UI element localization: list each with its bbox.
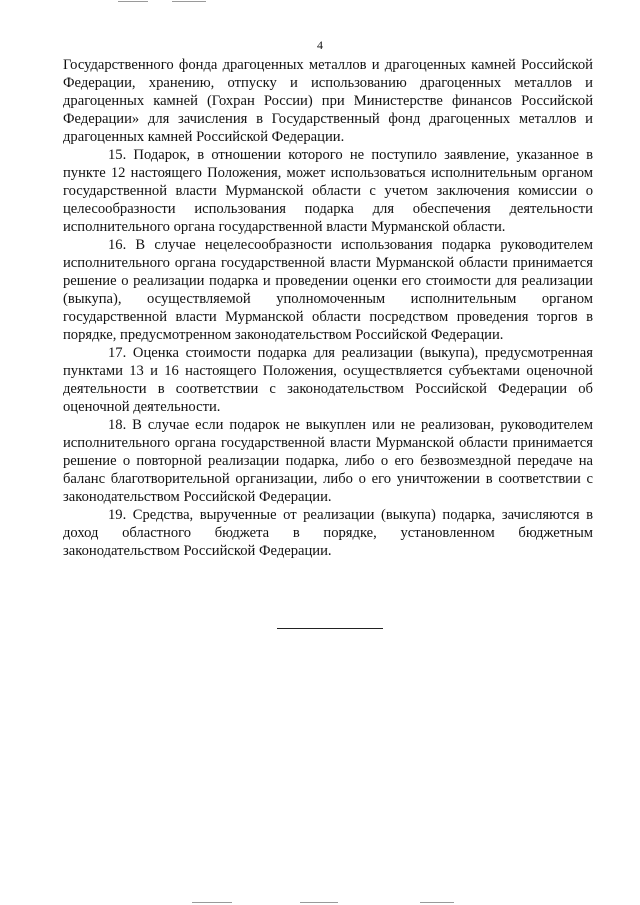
paragraph-15: 15. Подарок, в отношении которого не поступило заявление, указанное в пункте 12 настоящего Положения, может использоваться исполнительным органом государственной власти Мурманской области с учетом заключения комиссии о целесообразности использования подарка для обеспечения деятельности исполнительного органа государственной власти Мурманской области.: [63, 147, 593, 235]
paragraph-17: 17. Оценка стоимости подарка для реализации (выкупа), предусмотренная пунктами 13 и 16 настоящего Положения, осуществляется субъектами оценочной деятельности в соответствии с законодательством Российской Федерации об оценочной деятельности.: [63, 345, 593, 415]
paragraph-continuation: Государственного фонда драгоценных металлов и драгоценных камней Российской Федерации, хранению, отпуску и использованию драгоценных металлов и драгоценных камней (Гохран России) при Министерстве финансов Российской Федерации» для зачисления в Государственный фонд драгоценных металлов и драгоценных камней Российской Федерации.: [63, 57, 593, 145]
top-scan-mark-left: [118, 1, 148, 2]
bottom-scan-mark-3: [420, 902, 454, 903]
document-body: [63, 56, 593, 560]
paragraph-19: 19. Средства, вырученные от реализации (выкупа) подарка, зачисляются в доход областного бюджета в порядке, установленном бюджетным законодательством Российской Федерации.: [63, 507, 593, 559]
page-number: 4: [317, 38, 323, 52]
end-of-text-rule: [277, 628, 383, 629]
bottom-scan-mark-2: [300, 902, 338, 903]
bottom-scan-mark-1: [192, 902, 232, 903]
paragraph-18: 18. В случае если подарок не выкуплен или не реализован, руководителем исполнительного органа государственной власти Мурманской области принимается решение о повторной реализации подарка, либо о его безвозмездной передаче на баланс благотворительной организации, либо о его уничтожении в соответствии с законодательством Российской Федерации.: [63, 417, 593, 505]
paragraph-16: 16. В случае нецелесообразности использования подарка руководителем исполнительного органа государственной власти Мурманской области принимается решение о реализации подарка и проведении оценки его стоимости для реализации (выкупа), осуществляемой уполномоченным исполнительным органом государственной власти Мурманской области посредством проведения торгов в порядке, предусмотренном законодательством Российской Федерации.: [63, 237, 593, 343]
top-scan-mark-right: [172, 1, 206, 2]
